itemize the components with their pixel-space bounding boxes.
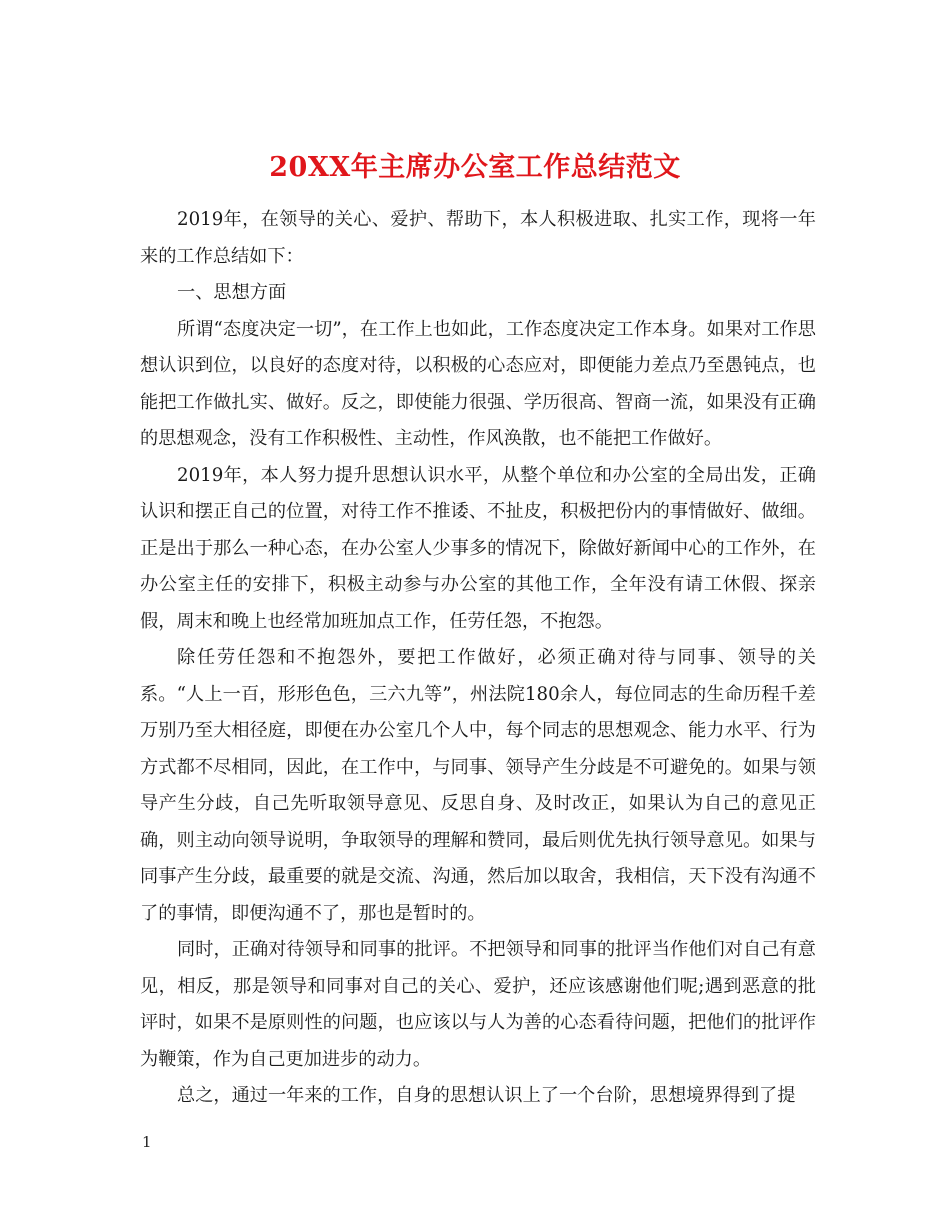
paragraph-conclusion: 总之，通过一年来的工作，自身的思想认识上了一个台阶，思想境界得到了提: [177, 1085, 796, 1106]
paragraph-intro: 2019年，在领导的关心、爱护、帮助下，本人积极进取、扎实工作，现将一年来的工作总结如下：: [140, 209, 816, 267]
section-heading-ideology: 一、思想方面: [177, 282, 287, 303]
document-body: [140, 202, 816, 1115]
paragraph-2019-improvement: 2019年，本人努力提升思想认识水平，从整个单位和办公室的全局出发，正确认识和摆正自己的位置，对待工作不推诿、不扯皮，积极把份内的事情做好、做细。正是出于那么一种心态，在办公室人少事多的情况下，除做好新闻中心的工作外，在办公室主任的安排下，积极主动参与办公室的其他工作，全年没有请工休假、探亲假，周末和晚上也经常加班加点工作，任劳任怨，不抱怨。: [140, 464, 816, 632]
page-number: 1: [142, 1133, 152, 1151]
paragraph-criticism: 同时，正确对待领导和同事的批评。不把领导和同事的批评当作他们对自己有意见，相反，那是领导和同事对自己的关心、爱护，还应该感谢他们呢;遇到恶意的批评时，如果不是原则性的问题，也应该以与人为善的心态看待问题，把他们的批评作为鞭策，作为自己更加进步的动力。: [140, 939, 816, 1070]
paragraph-relationships: 除任劳任怨和不抱怨外，要把工作做好，必须正确对待与同事、领导的关系。“人上一百，形形色色，三六九等”，州法院180余人，每位同志的生命历程千差万别乃至大相径庭，即便在办公室几个人中，每个同志的思想观念、能力水平、行为方式都不尽相同，因此，在工作中，与同事、领导产生分歧是不可避免的。如果与领导产生分歧，自己先听取领导意见、反思自身、及时改正，如果认为自己的意见正确，则主动向领导说明，争取领导的理解和赞同，最后则优先执行领导意见。如果与同事产生分歧，最重要的就是交流、沟通，然后加以取舍，我相信，天下没有沟通不了的事情，即便沟通不了，那也是暂时的。: [140, 647, 816, 924]
document-title: 20XX年主席办公室工作总结范文: [269, 152, 681, 184]
paragraph-attitude: 所谓“态度决定一切”，在工作上也如此，工作态度决定工作本身。如果对工作思想认识到位，以良好的态度对待，以积极的心态应对，即便能力差点乃至愚钝点，也能把工作做扎实、做好。反之，即使能力很强、学历很高、智商一流，如果没有正确的思想观念，没有工作积极性、主动性，作风涣散，也不能把工作做好。: [140, 318, 816, 449]
